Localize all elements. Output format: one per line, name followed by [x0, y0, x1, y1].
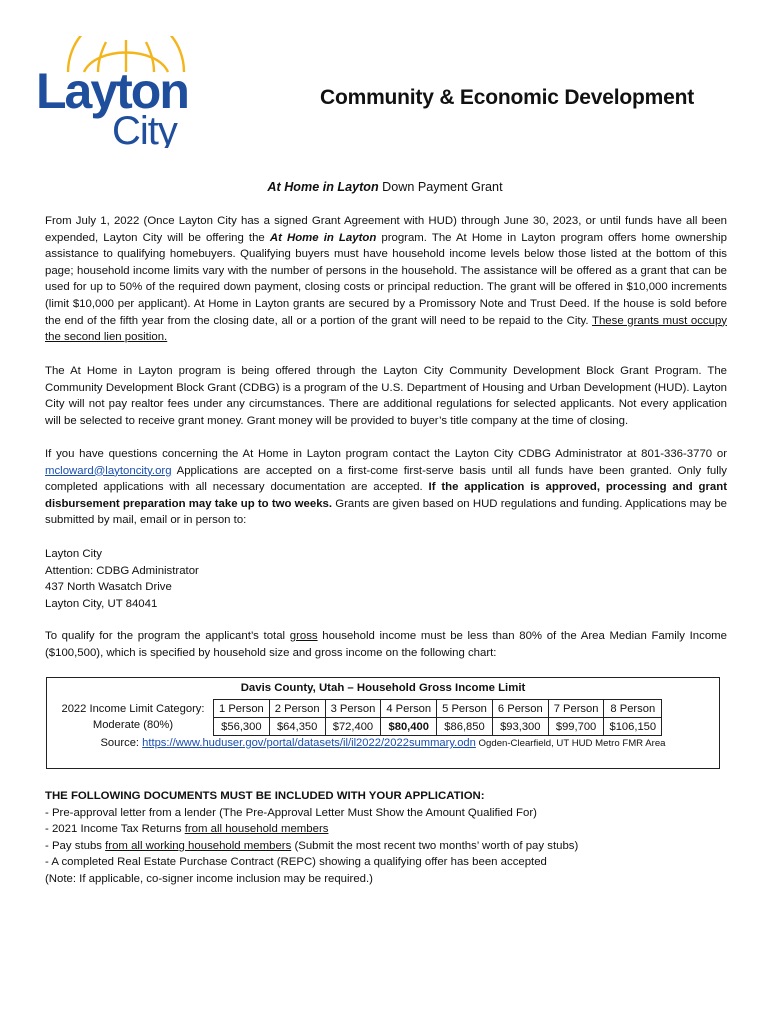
table-header-cell: 4 Person: [381, 700, 437, 718]
category-line: 2022 Income Limit Category:: [61, 703, 205, 715]
income-source: [47, 737, 719, 749]
p1-lien-notice: These grants must occupy the second lien position.: [45, 314, 727, 344]
p4-gross: gross: [289, 630, 318, 642]
p3-text-a: If you have questions concerning the At Home in Layton program contact the Layton City CDBG Administrator at 801-336-3770 or: [45, 448, 727, 460]
address-line: Attention: CDBG Administrator: [45, 564, 199, 577]
logo-text-city: City: [112, 109, 177, 148]
qualification-paragraph: [45, 628, 727, 661]
documents-note: (Note: If applicable, co-signer income inclusion may be required.): [45, 872, 373, 885]
page-title: Community & Economic Development: [320, 86, 694, 109]
list-item: - Pre-approval letter from a lender (The Pre-Approval Letter Must Show the Amount Qualified For): [45, 806, 537, 819]
email-link[interactable]: mcloward@laytoncity.org: [45, 464, 172, 477]
p1-text-b: program. The At Home in Layton program offers home ownership assistance to qualifying homebuyers. Qualifying buyers must have household income levels below those listed at the bottom of this page; household income limits vary with the number of persons in the household. The assistance will be offered as a grant that can be used for up to 50% of the required down payment, closing costs or principal reduction. The grant will be offered in $10,000 increments (limit $10,000 per applicant). At Home in Layton grants are secured by a Promissory Note and Trust Deed. If the house is sold before the end of the fifth year from the closing date, all or a portion of the grant will need to be repaid to the City.: [45, 231, 727, 327]
source-note: Ogden-Clearfield, UT HUD Metro FMR Area: [475, 738, 666, 749]
table-cell: $56,300: [214, 718, 270, 736]
list-item: - A completed Real Estate Purchase Contract (REPC) showing a qualifying offer has been accepted: [45, 856, 547, 869]
table-cell-highlighted: $80,400: [381, 718, 437, 736]
income-category-label: [53, 702, 213, 733]
address-line: Layton City: [45, 548, 102, 560]
table-cell: $93,300: [492, 718, 548, 736]
table-row: [214, 718, 662, 736]
cdbg-paragraph: The At Home in Layton program is being offered through the Layton City Community Development Block Grant Program. The Community Development Block Grant (CDBG) is a program of the U.S. Department of Housing and Urban Development (HUD). Layton City will not pay realtor fees under any circumstances. There are additional regulations for selected applicants. Not every application will be selected to receive grant money. Grant money will be provided to buyer’s title company at the time of closing.: [45, 365, 727, 427]
source-label: Source:: [100, 737, 143, 749]
table-cell: $106,150: [604, 718, 662, 736]
mailing-address: [45, 546, 727, 612]
item2-underlined: from all household members: [184, 823, 329, 836]
p4-text-b: household income must be less than 80% of the Area Median Family Income ($100,500), which is specified by household size and gross income on the following chart:: [45, 630, 728, 659]
income-limit-table: [46, 677, 720, 769]
p3-text-c: Grants are given based on HUD regulations and funding. Applications may be submitted by mail, email or in person to:: [45, 497, 727, 527]
table-cell: $72,400: [325, 718, 381, 736]
contact-paragraph: [45, 446, 727, 529]
p3-approval-notice: If the application is approved, processing and grant disbursement preparation may take up to two weeks.: [45, 481, 727, 510]
address-line: 437 North Wasatch Drive: [45, 581, 172, 594]
p1-program-name: At Home in Layton: [269, 231, 377, 244]
table-header-cell: 1 Person: [214, 700, 270, 718]
table-header-cell: 8 Person: [604, 700, 662, 718]
item3-underlined: from all working household members: [105, 839, 292, 852]
income-grid: [213, 699, 662, 736]
category-line: Moderate (80%): [92, 718, 174, 731]
table-header-cell: 3 Person: [325, 700, 381, 718]
documents-title: THE FOLLOWING DOCUMENTS MUST BE INCLUDED WITH YOUR APPLICATION:: [45, 790, 485, 802]
table-cell: $64,350: [269, 718, 325, 736]
program-subtitle: [0, 180, 770, 194]
table-row: [214, 700, 662, 718]
source-link[interactable]: https://www.huduser.gov/portal/datasets/il/il2022/2022summary.odn: [142, 737, 476, 749]
item3-text-b: (Submit the most recent two months’ worth of pay stubs): [291, 839, 579, 852]
p4-text-a: To qualify for the program the applicant’s total: [45, 630, 290, 642]
p3-text-b: Applications are accepted on a first-come first-serve basis until all funds have been granted. Only fully completed applications with all necessary documentation are accepted.: [45, 464, 727, 494]
list-item: [45, 838, 727, 855]
table-header-cell: 6 Person: [492, 700, 548, 718]
p1-text-a: From July 1, 2022 (Once Layton City has a signed Grant Agreement with HUD) through June 30, 2023, or until funds have all been expended, Layton City will be offering the: [45, 215, 727, 244]
layton-city-logo: [34, 36, 209, 148]
list-item: [45, 821, 727, 838]
required-documents: [45, 788, 727, 888]
table-header-cell: 7 Person: [548, 700, 604, 718]
table-cell: $99,700: [548, 718, 604, 736]
address-line: Layton City, UT 84041: [45, 597, 158, 610]
table-header-cell: 2 Person: [269, 700, 325, 718]
subtitle-program-name: At Home in Layton: [267, 180, 379, 194]
table-header-cell: 5 Person: [437, 700, 493, 718]
income-table-title: Davis County, Utah – Household Gross Income Limit: [240, 682, 526, 694]
item2-text: - 2021 Income Tax Returns: [45, 823, 185, 836]
subtitle-rest: Down Payment Grant: [378, 180, 503, 194]
logo-text-layton: Layton: [36, 63, 188, 119]
item3-text: - Pay stubs: [45, 839, 106, 852]
intro-paragraph: [45, 213, 727, 346]
table-cell: $86,850: [437, 718, 493, 736]
